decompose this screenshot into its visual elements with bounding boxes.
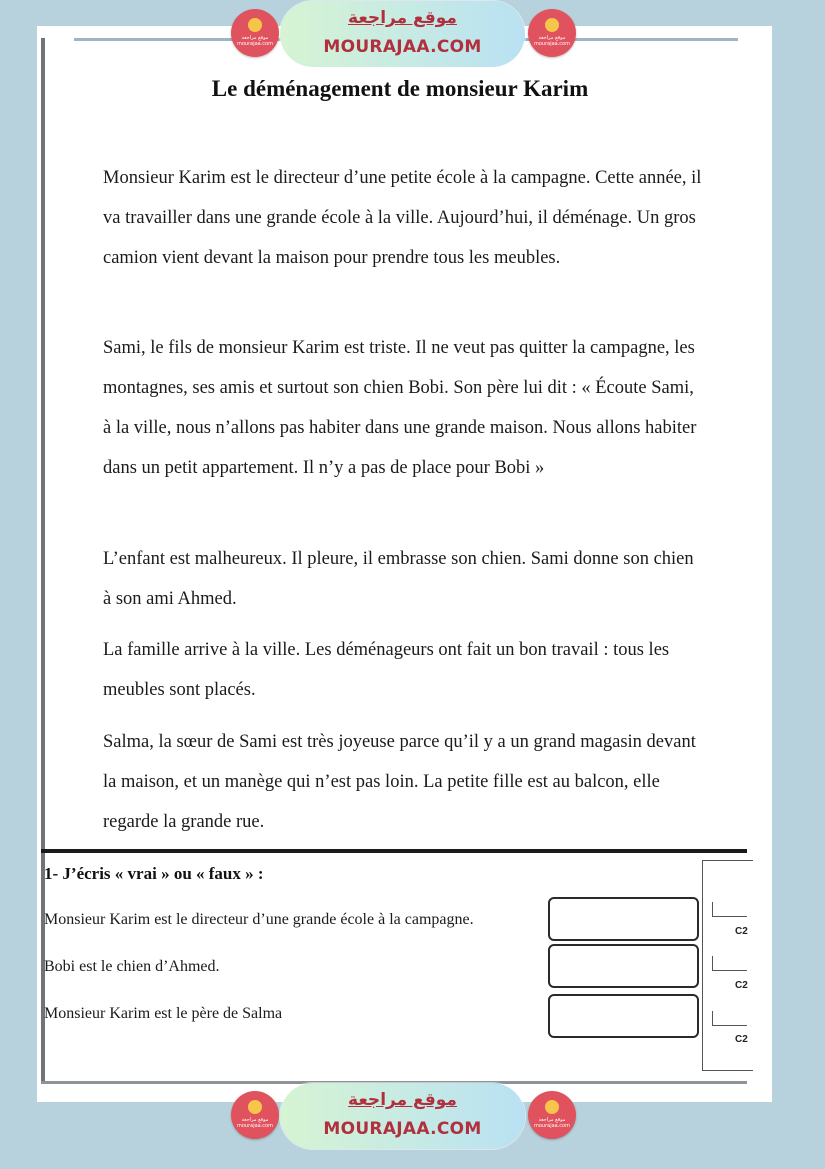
answer-box[interactable] xyxy=(548,944,699,988)
site-logo-icon: موقع مراجعة mourajaa.com xyxy=(231,9,279,57)
document-title: Le déménagement de monsieur Karim xyxy=(211,76,589,101)
story-paragraph: L’enfant est malheureux. Il pleure, il embrasse son chien. Sami donne son chien à son ami Ahmed. xyxy=(103,549,694,609)
site-url: MOURAJAA.COM xyxy=(323,1119,482,1139)
answer-box[interactable] xyxy=(548,897,699,941)
site-name-arabic: موقع مراجعة xyxy=(348,8,457,28)
criteria-label: C2 xyxy=(735,980,748,991)
exercise-statement: Monsieur Karim est le directeur d’une grande école à la campagne. xyxy=(44,911,474,928)
site-logo-icon: موقع مراجعة mourajaa.com xyxy=(528,1091,576,1139)
site-name-arabic: موقع مراجعة xyxy=(348,1090,457,1110)
story-paragraph: Monsieur Karim est le directeur d’une petite école à la campagne. Cette année, il va travailler dans une grande école à la ville. Aujourd’hui, il déménage. Un gros camion vient devant la maison pour prendre tous les meubles. xyxy=(103,168,702,268)
story-paragraph: La famille arrive à la ville. Les déménageurs ont fait un bon travail : tous les meubles sont placés. xyxy=(103,640,670,700)
story-paragraph: Salma, la sœur de Sami est très joyeuse parce qu’il y a un grand magasin devant la maison, et un manège qui n’est pas loin. La petite fille est au balcon, elle regarde la grande rue. xyxy=(103,732,696,832)
site-banner-bottom xyxy=(0,1082,825,1154)
site-link[interactable] xyxy=(280,1083,525,1149)
site-link[interactable] xyxy=(280,1,525,67)
site-logo-icon: موقع مراجعة mourajaa.com xyxy=(528,9,576,57)
exercise-title: 1- J’écris « vrai » ou « faux » : xyxy=(44,864,264,883)
site-logo-icon: موقع مراجعة mourajaa.com xyxy=(231,1091,279,1139)
exercise-statement: Monsieur Karim est le père de Salma xyxy=(44,1005,283,1022)
section-divider xyxy=(41,849,747,853)
criteria-mark xyxy=(712,902,747,917)
criteria-mark xyxy=(712,1011,747,1026)
site-url: MOURAJAA.COM xyxy=(323,37,482,57)
answer-box[interactable] xyxy=(548,994,699,1038)
criteria-label: C2 xyxy=(735,926,748,937)
criteria-mark xyxy=(712,956,747,971)
criteria-label: C2 xyxy=(735,1034,748,1045)
exercise-statement: Bobi est le chien d’Ahmed. xyxy=(44,958,220,975)
site-banner-top xyxy=(0,0,825,72)
story-paragraph: Sami, le fils de monsieur Karim est triste. Il ne veut pas quitter la campagne, les montagnes, ses amis et surtout son chien Bobi. Son père lui dit : « Écoute Sami, à la ville, nous n’allons pas habiter dans une grande maison. Nous allons habiter dans un petit appartement. Il n’y a pas de place pour Bobi » xyxy=(103,338,697,478)
